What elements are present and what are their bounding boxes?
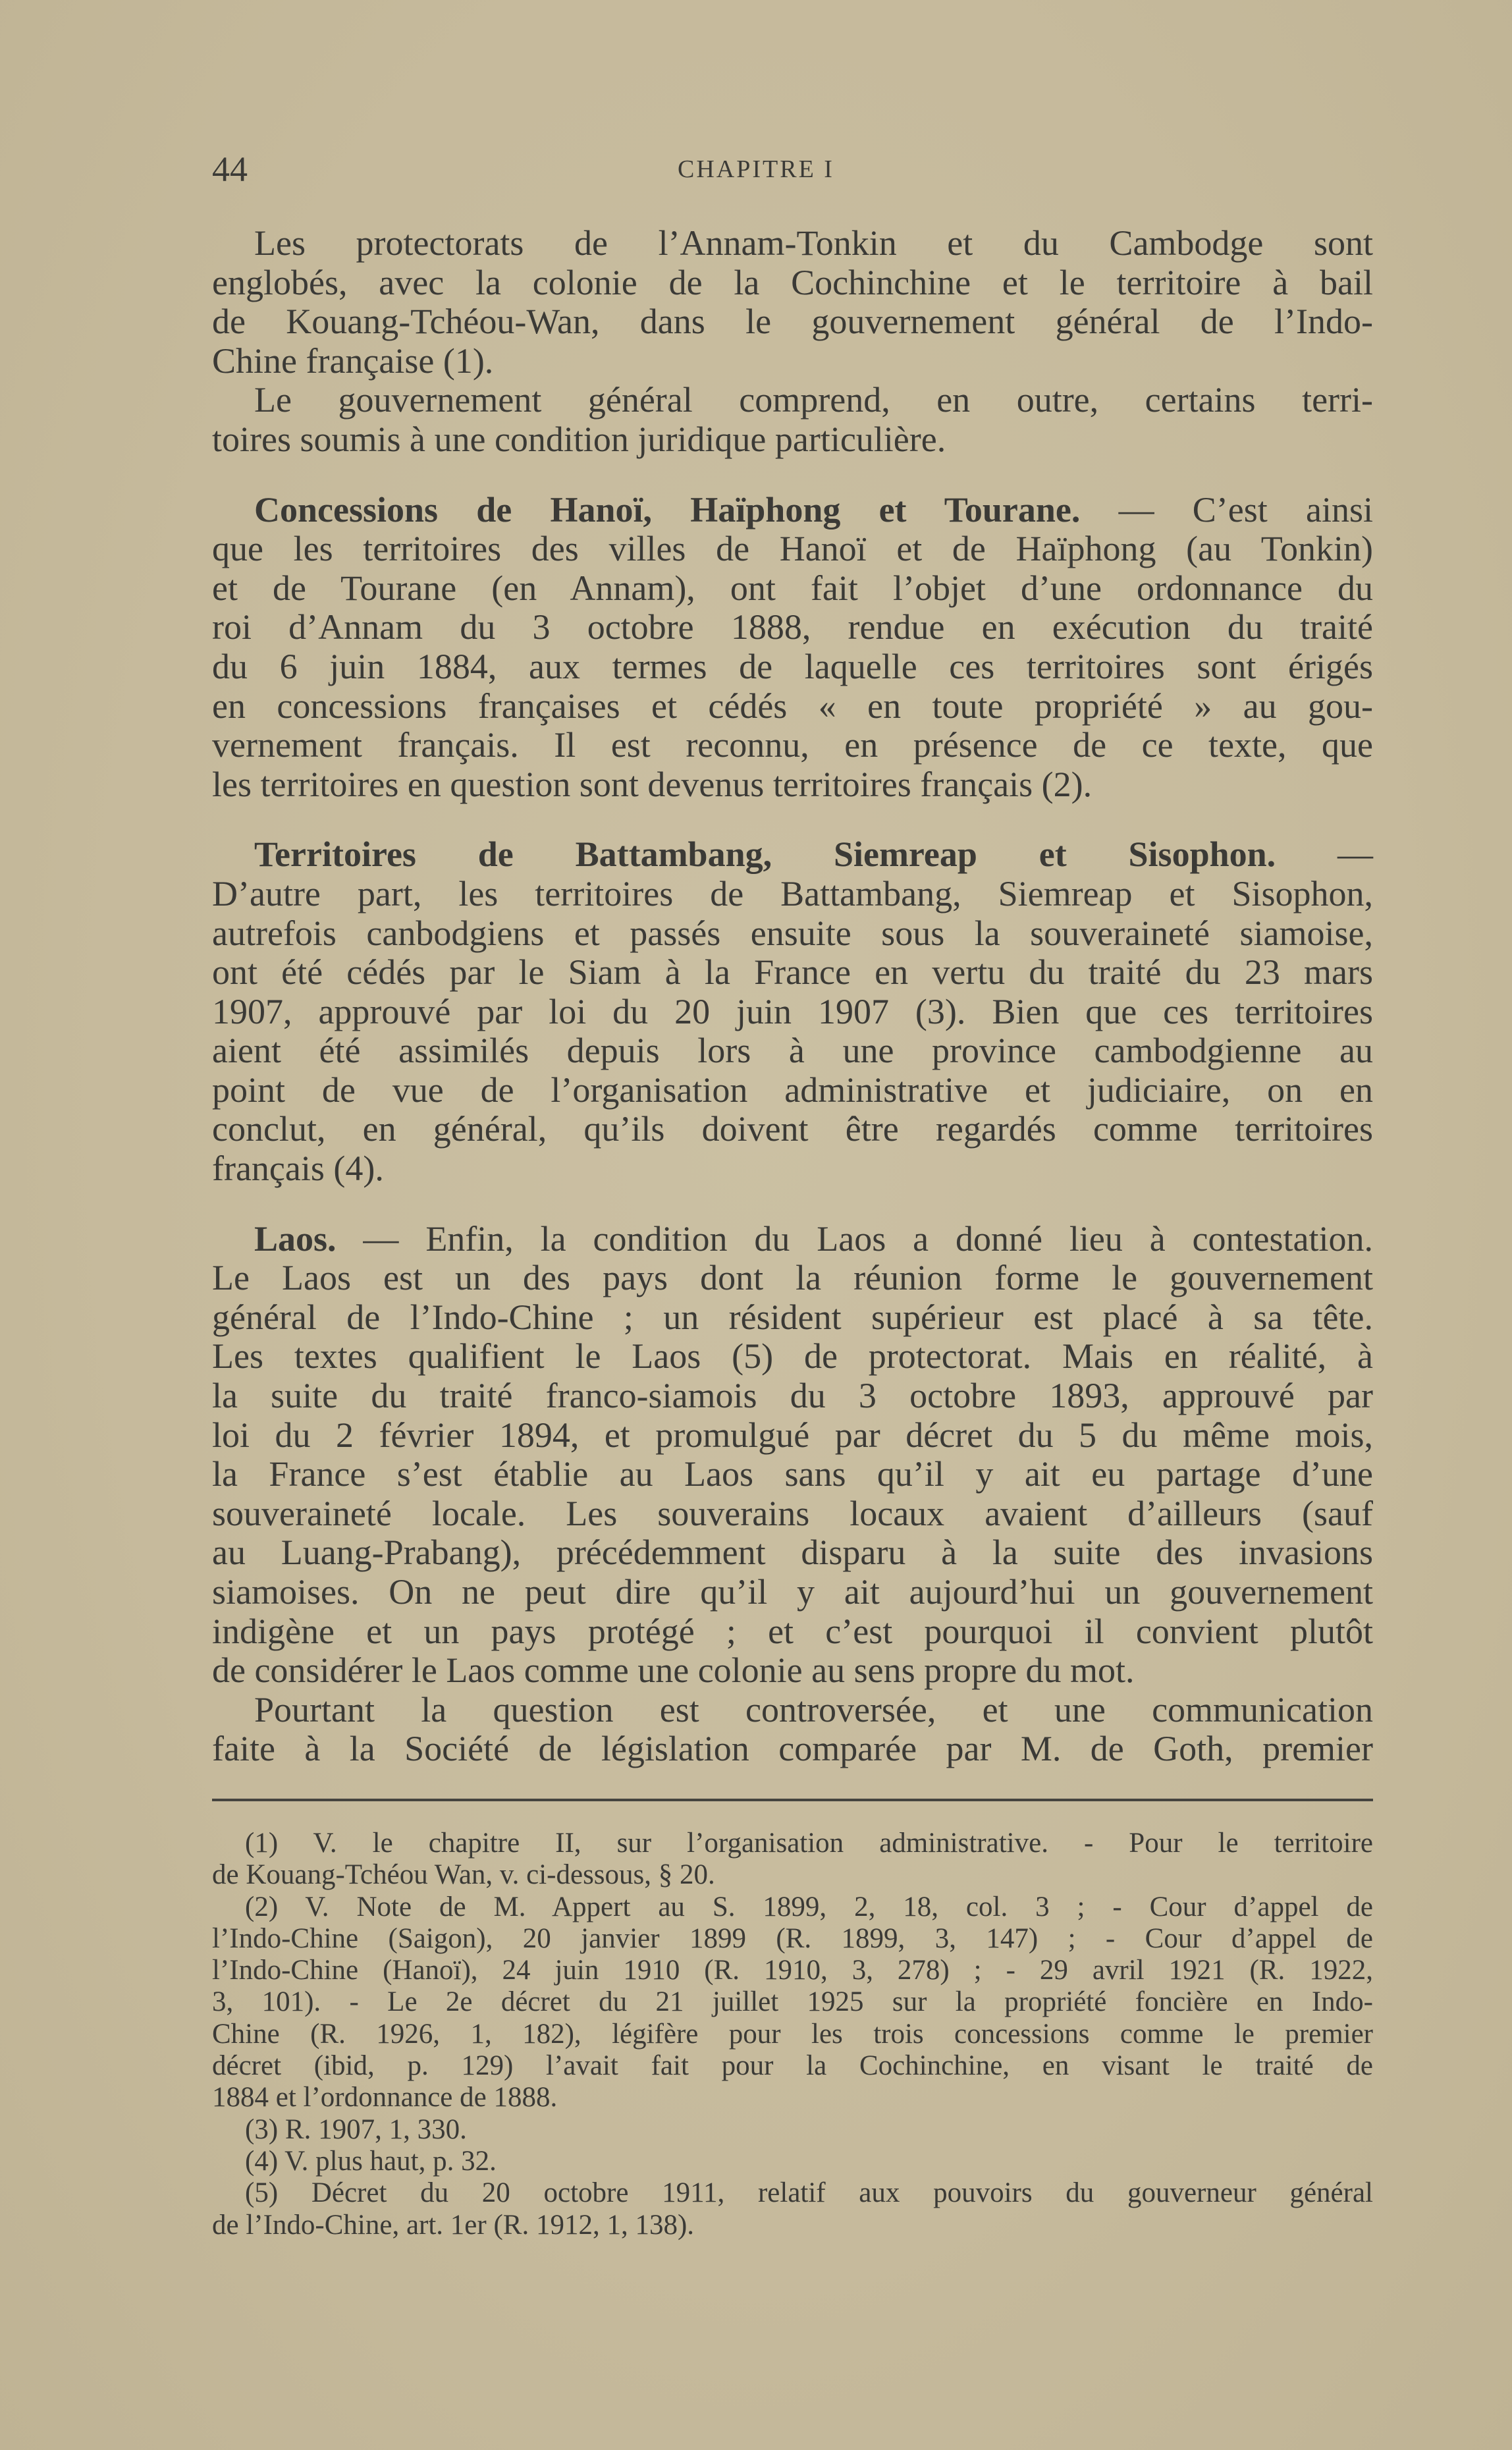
- text-line: faite à la Société de législation comparée par M. de Goth, premier: [212, 1729, 1373, 1769]
- text-line: la France s’est établie au Laos sans qu’il y ait eu partage d’une: [212, 1454, 1373, 1494]
- text-line: général de l’Indo-Chine ; un résident supérieur est placé à sa tête.: [212, 1297, 1373, 1337]
- footnote-line: 3, 101). - Le 2e décret du 21 juillet 1925 sur la propriété foncière en Indo-: [212, 1986, 1373, 2018]
- section-heading: Concessions de Hanoï, Haïphong et Tourane.: [254, 489, 1081, 530]
- text-line: Les textes qualifient le Laos (5) de protectorat. Mais en réalité, à: [212, 1336, 1373, 1376]
- footnote-divider: [212, 1799, 1373, 1801]
- heading-continuation: — Enfin, la condition du Laos a donné lieu à contestation.: [336, 1218, 1373, 1259]
- text-line: du 6 juin 1884, aux termes de laquelle ces territoires sont érigés: [212, 646, 1373, 686]
- text-line: ont été cédés par le Siam à la France en vertu du traité du 23 mars: [212, 952, 1373, 993]
- main-text: [212, 224, 1373, 1769]
- text-line: toires soumis à une condition juridique particulière.: [212, 419, 946, 459]
- heading-continuation: —: [1276, 834, 1373, 875]
- section-paragraph: [212, 491, 1373, 805]
- section-paragraph: [212, 1220, 1373, 1691]
- text-line: au Luang-Prabang), précédemment disparu à la suite des invasions: [212, 1533, 1373, 1573]
- paragraph: [212, 1691, 1373, 1769]
- text-line: Chine française (1).: [212, 340, 494, 381]
- text-line: de Kouang-Tchéou-Wan, dans le gouvernement général de l’Indo-: [212, 302, 1373, 342]
- footnote-line: de l’Indo-Chine, art. 1er (R. 1912, 1, 138).: [212, 2209, 695, 2241]
- text-line: englobés, avec la colonie de la Cochinchine et le territoire à bail: [212, 262, 1373, 302]
- text-line: [212, 835, 1373, 875]
- text-line: [212, 1220, 1373, 1259]
- footnote-line: Chine (R. 1926, 1, 182), légifère pour les trois concessions comme le premier: [212, 2018, 1373, 2050]
- footnote-line: (2) V. Note de M. Appert au S. 1899, 2, 18, col. 3 ; - Cour d’appel de: [245, 1891, 1373, 1922]
- footnote: [212, 1828, 1373, 1892]
- text-line: que les territoires des villes de Hanoï et de Haïphong (au Tonkin): [212, 529, 1373, 569]
- text-line: loi du 2 février 1894, et promulgué par décret du 5 du même mois,: [212, 1415, 1373, 1455]
- text-line: la suite du traité franco-siamois du 3 octobre 1893, approuvé par: [212, 1376, 1373, 1416]
- text-line: en concessions françaises et cédés « en toute propriété » au gou-: [212, 686, 1373, 726]
- footnote: [212, 2177, 1373, 2241]
- text-line: et de Tourane (en Annam), ont fait l’objet d’une ordonnance du: [212, 568, 1373, 608]
- running-head: CHAPITRE I: [678, 155, 834, 183]
- text-line: les territoires en question sont devenus territoires français (2).: [212, 764, 1093, 804]
- text-line: [212, 491, 1373, 530]
- text-line: vernement français. Il est reconnu, en présence de ce texte, que: [212, 725, 1373, 765]
- text-line: Le Laos est un des pays dont la réunion forme le gouvernement: [212, 1258, 1373, 1298]
- footnote-line: l’Indo-Chine (Saigon), 20 janvier 1899 (R. 1899, 3, 147) ; - Cour d’appel de: [212, 1922, 1373, 1954]
- text-line: indigène et un pays protégé ; et c’est pourquoi il convient plutôt: [212, 1611, 1373, 1651]
- footnote: [212, 2114, 1373, 2146]
- footnote: [212, 1892, 1373, 2114]
- heading-continuation: — C’est ainsi: [1080, 489, 1373, 530]
- text-line: conclut, en général, qu’ils doivent être regardés comme territoires: [212, 1109, 1373, 1149]
- text-line: Le gouvernement général comprend, en outre, certains terri-: [254, 380, 1373, 420]
- text-line: point de vue de l’organisation administrative et judiciaire, on en: [212, 1070, 1373, 1110]
- section-heading: Laos.: [254, 1218, 337, 1259]
- text-line: de considérer le Laos comme une colonie au sens propre du mot.: [212, 1650, 1135, 1691]
- text-line: autrefois canbodgiens et passés ensuite sous la souveraineté siamoise,: [212, 913, 1373, 953]
- footnote-line: (1) V. le chapitre II, sur l’organisation administrative. - Pour le territoire: [245, 1828, 1373, 1859]
- text-line: aient été assimilés depuis lors à une province cambodgienne au: [212, 1031, 1373, 1071]
- paragraph: [212, 381, 1373, 459]
- footnote-line: de Kouang-Tchéou Wan, v. ci-dessous, § 20.: [212, 1859, 715, 1891]
- text-line: Les protectorats de l’Annam-Tonkin et du Cambodge sont: [254, 223, 1373, 263]
- footnote-line: (4) V. plus haut, p. 32.: [245, 2145, 497, 2177]
- text-line: souveraineté locale. Les souverains locaux avaient d’ailleurs (sauf: [212, 1493, 1373, 1533]
- footnote: [212, 2146, 1373, 2177]
- section-paragraph: [212, 835, 1373, 1188]
- text-line: Pourtant la question est controversée, et une communication: [254, 1689, 1373, 1729]
- footnote-line: l’Indo-Chine (Hanoï), 24 juin 1910 (R. 1910, 3, 278) ; - 29 avril 1921 (R. 1922,: [212, 1955, 1373, 1986]
- section-heading: Territoires de Battambang, Siemreap et Sisophon.: [254, 834, 1276, 875]
- footnote-line: (5) Décret du 20 octobre 1911, relatif aux pouvoirs du gouverneur général: [245, 2177, 1373, 2209]
- footnote-line: (3) R. 1907, 1, 330.: [245, 2113, 467, 2145]
- text-line: 1907, approuvé par loi du 20 juin 1907 (3). Bien que ces territoires: [212, 991, 1373, 1031]
- text-line: D’autre part, les territoires de Battambang, Siemreap et Sisophon,: [212, 873, 1373, 913]
- text-line: roi d’Annam du 3 octobre 1888, rendue en exécution du traité: [212, 607, 1373, 647]
- text-line: siamoises. On ne peut dire qu’il y ait aujourd’hui un gouvernement: [212, 1572, 1373, 1612]
- footnotes: [212, 1828, 1373, 2241]
- text-line: français (4).: [212, 1149, 384, 1189]
- footnote-line: décret (ibid, p. 129) l’avait fait pour la Cochinchine, en visant le traité de: [212, 2050, 1373, 2082]
- page-number: 44: [212, 150, 248, 189]
- paragraph: [212, 224, 1373, 381]
- footnote-line: 1884 et l’ordonnance de 1888.: [212, 2082, 558, 2113]
